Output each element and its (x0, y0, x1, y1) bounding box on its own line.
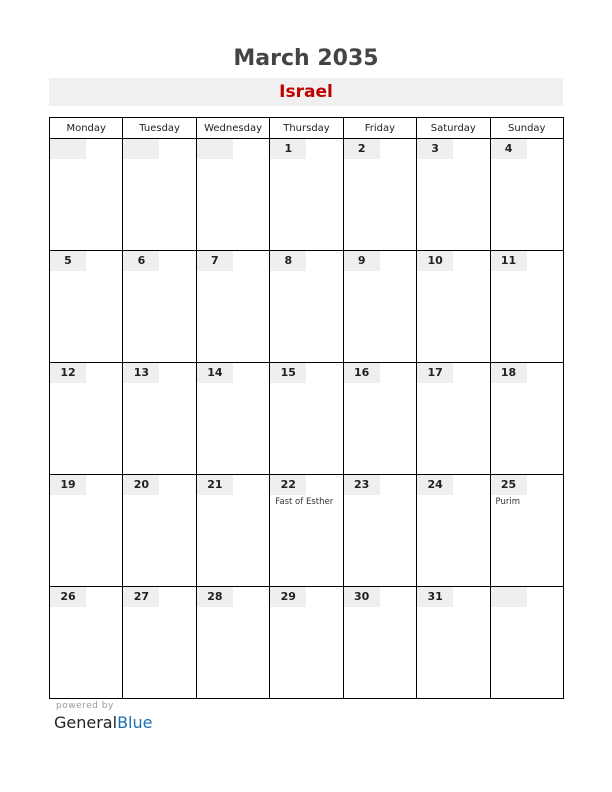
weekday-friday: Friday (343, 118, 416, 139)
week-row (50, 363, 564, 475)
day-cell[interactable] (270, 475, 343, 587)
day-cell[interactable] (343, 139, 416, 251)
day-number: 11 (491, 251, 527, 271)
week-row (50, 139, 564, 251)
day-cell[interactable] (417, 363, 490, 475)
day-number: 5 (50, 251, 86, 271)
day-number: 18 (491, 363, 527, 383)
day-number (50, 139, 86, 159)
day-number: 9 (344, 251, 380, 271)
day-cell[interactable] (270, 139, 343, 251)
weekday-wednesday: Wednesday (196, 118, 269, 139)
day-number: 30 (344, 587, 380, 607)
day-number: 26 (50, 587, 86, 607)
day-number: 13 (123, 363, 159, 383)
day-number: 23 (344, 475, 380, 495)
day-cell[interactable] (490, 363, 563, 475)
day-cell[interactable] (270, 587, 343, 699)
day-number: 12 (50, 363, 86, 383)
day-cell[interactable] (123, 251, 196, 363)
day-cell[interactable] (196, 139, 269, 251)
day-cell[interactable] (50, 363, 123, 475)
day-number: 29 (270, 587, 306, 607)
weekday-thursday: Thursday (270, 118, 343, 139)
day-cell[interactable] (123, 587, 196, 699)
holiday-event: Purim (495, 497, 521, 507)
week-row (50, 587, 564, 699)
day-number: 21 (197, 475, 233, 495)
day-number: 14 (197, 363, 233, 383)
day-cell[interactable] (270, 251, 343, 363)
day-cell[interactable] (490, 475, 563, 587)
brand-general: General (54, 713, 118, 732)
day-number: 3 (417, 139, 453, 159)
weekday-monday: Monday (50, 118, 123, 139)
brand-logo[interactable] (54, 713, 152, 732)
day-number (491, 587, 527, 607)
day-cell[interactable] (417, 587, 490, 699)
day-cell[interactable] (343, 363, 416, 475)
day-number: 16 (344, 363, 380, 383)
powered-by-label: powered by (56, 701, 114, 711)
day-cell[interactable] (50, 251, 123, 363)
day-number: 8 (270, 251, 306, 271)
day-cell[interactable] (123, 139, 196, 251)
day-cell[interactable] (270, 363, 343, 475)
day-number: 1 (270, 139, 306, 159)
week-row (50, 475, 564, 587)
day-number: 17 (417, 363, 453, 383)
day-cell[interactable] (123, 475, 196, 587)
day-number: 19 (50, 475, 86, 495)
day-number (197, 139, 233, 159)
brand-blue: Blue (117, 713, 153, 732)
day-cell[interactable] (343, 251, 416, 363)
weekday-tuesday: Tuesday (123, 118, 196, 139)
day-number: 2 (344, 139, 380, 159)
country-label: Israel (49, 78, 563, 106)
day-cell[interactable] (417, 251, 490, 363)
weekday-header-row (50, 118, 564, 139)
day-cell[interactable] (343, 475, 416, 587)
day-cell[interactable] (50, 139, 123, 251)
day-cell[interactable] (50, 587, 123, 699)
day-number: 27 (123, 587, 159, 607)
day-cell[interactable] (123, 363, 196, 475)
day-number: 31 (417, 587, 453, 607)
weekday-sunday: Sunday (490, 118, 563, 139)
day-cell[interactable] (343, 587, 416, 699)
day-number: 28 (197, 587, 233, 607)
holiday-event: Fast of Esther (275, 497, 334, 507)
day-cell[interactable] (196, 587, 269, 699)
page-title: March 2035 (233, 46, 379, 71)
day-number: 10 (417, 251, 453, 271)
day-cell[interactable] (490, 139, 563, 251)
calendar-grid (49, 117, 564, 699)
day-number: 22 (270, 475, 306, 495)
day-number (123, 139, 159, 159)
day-cell[interactable] (50, 475, 123, 587)
day-cell[interactable] (196, 363, 269, 475)
day-cell[interactable] (490, 587, 563, 699)
weekday-saturday: Saturday (417, 118, 490, 139)
week-row (50, 251, 564, 363)
day-number: 7 (197, 251, 233, 271)
day-number: 4 (491, 139, 527, 159)
day-cell[interactable] (490, 251, 563, 363)
day-number: 6 (123, 251, 159, 271)
day-number: 15 (270, 363, 306, 383)
day-number: 24 (417, 475, 453, 495)
day-number: 20 (123, 475, 159, 495)
day-cell[interactable] (196, 475, 269, 587)
day-cell[interactable] (417, 139, 490, 251)
day-cell[interactable] (196, 251, 269, 363)
day-number: 25 (491, 475, 527, 495)
day-cell[interactable] (417, 475, 490, 587)
